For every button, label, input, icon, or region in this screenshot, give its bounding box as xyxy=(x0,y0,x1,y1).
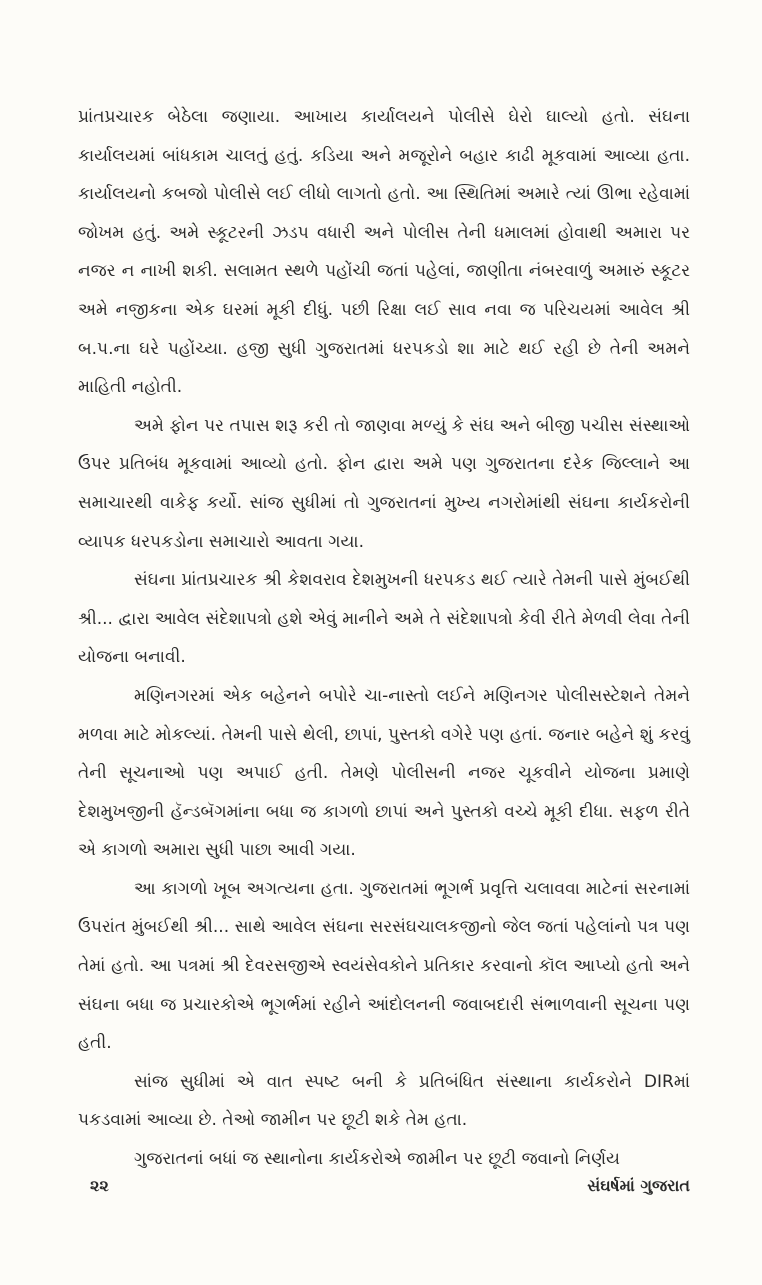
page-number: ૨૨ xyxy=(90,1176,109,1195)
paragraph-6: સાંજ સુધીમાં એ વાત સ્પષ્ટ બની કે પ્રતિબંધિત સંસ્થાના કાર્યકરોને DIRમાં પકડવામાં આવ્યા છે. તેઓ જામીન પર છૂટી શકે તેમ હતા. xyxy=(78,1071,690,1131)
paragraph-3: સંઘના પ્રાંતપ્રચારક શ્રી કેશવરાવ દેશમુખની ધરપકડ થઈ ત્યારે તેમની પાસે મુંબઈથી શ્રી... દ્વારા આવેલ સંદેશાપત્રો હશે એવું માનીને અમે તે સંદેશાપત્રો કેવી રીતે મેળવી લેવા તેની યોજના બનાવી. xyxy=(78,570,690,668)
page-footer xyxy=(78,1176,690,1206)
paragraph-2: અમે ફોન પર તપાસ શરૂ કરી તો જાણવા મળ્યું કે સંઘ અને બીજી પચીસ સંસ્થાઓ ઉપર પ્રતિબંધ મૂકવામાં આવ્યો હતો. ફોન દ્વારા અમે પણ ગુજરાતના દરેક જિલ્લાને આ સમાચારથી વાકેફ કર્યો. સાંજ સુધીમાં તો ગુજરાતનાં મુખ્ય નગરોમાંથી સંઘના કાર્યકરોની વ્યાપક ધરપકડોના સમાચારો આવતા ગયા. xyxy=(78,415,690,552)
page-body-text xyxy=(78,98,690,1179)
paragraph-7: ગુજરાતનાં બધાં જ સ્થાનોના કાર્યકરોએ જામીન પર છૂટી જવાનો નિર્ણય xyxy=(134,1149,620,1170)
paragraph-1: પ્રાંતપ્રચારક બેઠેલા જણાયા. આખાય કાર્યાલયને પોલીસે ઘેરો ઘાલ્યો હતો. સંઘના કાર્યાલયમાં બાંધકામ ચાલતું હતું. કડિયા અને મજૂરોને બહાર કાઢી મૂકવામાં આવ્યા હતા. કાર્યાલયનો કબજો પોલીસે લઈ લીધો લાગતો હતો. આ સ્થિતિમાં અમારે ત્યાં ઊભા રહેવામાં જોખમ હતું. અમે સ્કૂટરની ઝડપ વધારી અને પોલીસ તેની ધમાલમાં હોવાથી અમારા પર નજર ન નાખી શકી. સલામત સ્થળે પહોંચી જતાં પહેલાં, જાણીતા નંબરવાળું અમારું સ્કૂટર અમે નજીકના એક ઘરમાં મૂકી દીધું. પછી રિક્ષા લઈ સાવ નવા જ પરિચયમાં આવેલ શ્રી બ.પ.ના ઘરે પહોંચ્યા. હજી સુધી ગુજરાતમાં ધરપકડો શા માટે થઈ રહી છે તેની અમને માહિતી નહોતી. xyxy=(78,107,690,398)
running-book-title: સંઘર્ષમાં ગુજરાત xyxy=(587,1176,690,1195)
paragraph-4: મણિનગરમાં એક બહેનને બપોરે ચા-નાસ્તો લઈને મણિનગર પોલીસસ્ટેશને તેમને મળવા માટે મોકલ્યાં. તેમની પાસે થેલી, છાપાં, પુસ્તકો વગેરે પણ હતાં. જનાર બહેને શું કરવું તેની સૂચનાઓ પણ અપાઈ હતી. તેમણે પોલીસની નજર ચૂકવીને યોજના પ્રમાણે દેશમુખજીની હૅન્ડબૅગમાંના બધા જ કાગળો છાપાં અને પુસ્તકો વચ્ચે મૂકી દીધા. સફળ રીતે એ કાગળો અમારા સુધી પાછા આવી ગયા. xyxy=(78,685,690,861)
paragraph-5: આ કાગળો ખૂબ અગત્યના હતા. ગુજરાતમાં ભૂગર્ભ પ્રવૃત્તિ ચલાવવા માટેનાં સરનામાં ઉપરાંત મુંબઈથી શ્રી... સાથે આવેલ સંઘના સરસંઘચાલકજીનો જેલ જતાં પહેલાંનો પત્ર પણ તેમાં હતો. આ પત્રમાં શ્રી દેવરસજીએ સ્વયંસેવકોને પ્રતિકાર કરવાનો કૉલ આપ્યો હતો અને સંઘના બધા જ પ્રચારકોએ ભૂગર્ભમાં રહીને આંદોલનની જવાબદારી સંભાળવાની સૂચના પણ હતી. xyxy=(78,878,690,1054)
